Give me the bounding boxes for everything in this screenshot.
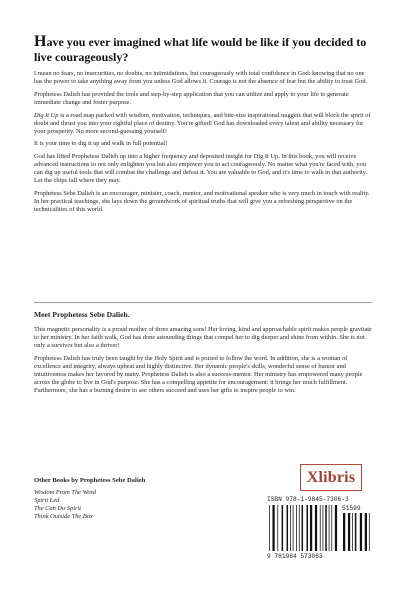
barcode-bar (329, 505, 330, 551)
author-section (34, 326, 372, 400)
other-book-item: Wisdom From The Word (34, 489, 96, 496)
barcode-bar (352, 513, 353, 551)
other-books-list (34, 489, 96, 521)
barcode-bar (360, 513, 362, 551)
barcode-bar (272, 505, 274, 551)
intro-paragraph-5: God has lifted Prophetess Dalieh up into a higher frequency and deposited insight for Dig It Up. In this book, you will receive advanced instructions to not only enlighten you but also empower you to act courageously. No matter what you're faced with, you can dig up useful tools that will combat the challenge and defeat it. You are valuable to God, and it's time to walk in that authority. Let the chips fall where they may. (34, 153, 368, 185)
barcode-bar (320, 505, 321, 551)
barcode-bar (335, 505, 337, 551)
other-book-item: Think Outside The Box (34, 513, 93, 520)
barcode-bar (315, 505, 317, 551)
intro-paragraph-3 (34, 112, 372, 136)
publisher-logo (300, 464, 362, 491)
intro-section (34, 70, 372, 219)
intro-paragraph-4: It is your time to dig it up and walk in full potential! (34, 140, 168, 148)
barcode-bar (343, 513, 345, 551)
other-book-item: The Can Do Spirit (34, 505, 82, 512)
barcode-bar (302, 505, 304, 551)
isbn-text: ISBN 978-1-9845-7306-3 (267, 496, 349, 503)
barcode-bar (323, 505, 324, 551)
barcode-bar (310, 505, 312, 551)
barcode-bar (290, 505, 291, 551)
barcode-bar (296, 505, 297, 551)
intro-paragraph-2: Prophetess Dalieh has provided the tools and step-by-step application that you can utilize and apply to your life to generate immediate change and foster purpose. (34, 90, 349, 106)
barcode-bar (348, 513, 350, 551)
intro-paragraph-6: Prophetess Sebe Dalieh is an encourager, minister, coach, mentor, and motivational speaker who is very much in touch with reality. In her practical teachings, she lays down the groundwork of spiritual truths that will give you a refreshing perspective on the technicalities of this world. (34, 190, 370, 214)
barcode-bar (369, 513, 370, 551)
other-book-item: Spirit Led (34, 497, 60, 504)
barcode-bar (331, 505, 332, 551)
barcode-bar (299, 505, 300, 551)
barcode-bar (293, 505, 294, 551)
barcode-bar (277, 505, 278, 551)
other-books-title: Other Books by Prophetess Sebe Dalieh (34, 477, 146, 484)
headline-rest: ave you ever imagined what life would be like if you decided to live courageously? (34, 35, 367, 64)
author-paragraph-1: This magnetic personality is a proud mother of three amazing sons! Her loving, kind and approachable spirit makes people gravitate to her ministry. In her faith walk, God has done astounding things that compel her to dig deeper and shine from within. She is not only a survivor but also a thriver! (34, 326, 372, 350)
barcode-bar (287, 505, 289, 551)
intro-paragraph-1: I mean no fears, no insecurities, no doubts, no intimidations, but courageously with total confidence in God: knowing that no one has the power to take anything away from you unless God allows it. Courage is not the absence of fear but the ability to trust God. (34, 70, 368, 86)
author-heading: Meet Prophetess Sebe Dalieh. (34, 310, 130, 319)
barcode-bar (355, 513, 357, 551)
headline (34, 34, 374, 65)
publisher-logo-text: Xlibris (306, 468, 356, 486)
author-paragraph-2: Prophetess Dalieh has truly been taught by the Holy Spirit and is poised to follow the word. In addition, she is a woman of excellence and integrity, always upbeat and highly distinctive. Her dynamic people's skills, wonderful sense of humor and intuitiveness makes her favored by many. Prophetess Dalieh is also a success-mentor. Her ministry has empowered many people across the globe to live in God's purpose. She has a compelling appetite for encouragement: it brings her much fulfillment. Furthermore, she has a burning desire to see others succeed and uses her gifts to inspire people to win. (34, 354, 363, 395)
price-addon-number: 51599 (342, 505, 361, 512)
barcode-bar (365, 513, 367, 551)
intro-paragraph-3-text: is a road map packed with wisdom, motivation, techniques, and bite-size inspirational nuggets that will block the spirit of doubt and thrust you into your rightful place of destiny. You're gifted! God has downloaded every talent and ability necessary for your prosperity. No more second-guessing yourself! (34, 111, 371, 135)
barcode-bar (269, 505, 270, 551)
addon-barcode (343, 513, 371, 551)
barcode-bar (325, 505, 327, 551)
barcode-number: 9 781984 573063 (267, 553, 323, 560)
barcode-bar (282, 505, 284, 551)
section-divider (34, 302, 372, 303)
headline-initial: H (34, 33, 47, 50)
barcode-bar (307, 505, 309, 551)
barcode-block (263, 496, 376, 566)
ean-barcode (269, 505, 339, 551)
book-title-italic: Dig It Up (34, 111, 59, 119)
